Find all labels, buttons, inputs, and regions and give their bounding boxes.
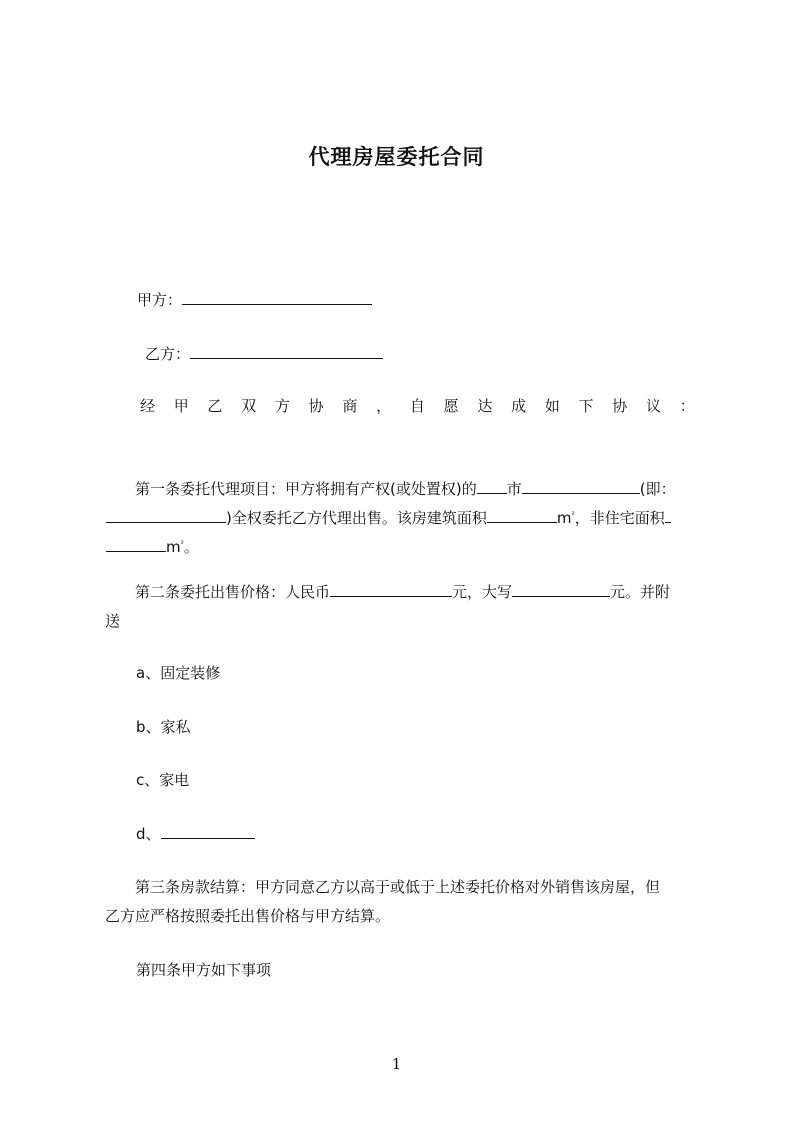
article-1-line-2 [105,504,697,533]
item-a: a、固定装修 [136,664,221,682]
intro-char: 下 [578,397,594,415]
article-1-text-3: ，非住宅面积 [574,509,665,527]
unit-sup: ² [571,510,575,519]
unit-m-2: m [166,538,181,556]
price-blank[interactable] [330,582,452,597]
article-2 [105,578,697,636]
intro-char: 如 [544,397,560,415]
item-d-blank[interactable] [161,824,255,839]
floor-area-blank[interactable] [487,508,557,523]
intro-char: 协 [308,397,324,415]
article-2-text-2: 元，大写 [452,583,513,601]
article-1-text: 第一条委托代理项目：甲方将拥有产权(或处置权)的 [135,480,477,498]
intro-char: ， [376,397,392,415]
article-2-text-3: 元。并附 [610,583,671,601]
nonres-blank-start[interactable] [665,508,671,523]
article-1 [105,475,697,562]
intro-sentence [140,395,695,416]
nonres-area-blank[interactable] [106,537,166,552]
intro-char: 商 [342,397,358,415]
intro-char: 达 [477,397,493,415]
intro-char: 方 [274,397,290,415]
party-a-blank[interactable] [182,290,372,305]
intro-char: ： [679,397,695,415]
article-2-text: 第二条委托出售价格：人民币 [135,583,331,601]
party-b-line [145,340,383,369]
party-b-blank[interactable] [190,344,383,359]
unit-m: m [556,509,572,527]
location-blank[interactable] [522,479,640,494]
article-1-line-3 [105,533,697,562]
city-blank[interactable] [477,479,507,494]
article-3-line-2: 乙方应严格按照委托出售价格与甲方结算。 [105,907,391,925]
address-blank[interactable] [106,508,226,523]
intro-char: 协 [612,397,628,415]
item-b: b、家私 [136,718,191,736]
article-2-line-2: 送 [105,612,121,630]
article-4: 第四条甲方如下事项 [136,961,272,979]
article-2-line-1 [105,578,697,607]
intro-char: 经 [140,397,156,415]
page-number: 1 [391,1055,402,1073]
item-d-label: d、 [136,825,161,843]
article-1-line-1 [105,475,697,504]
intro-char: 甲 [173,397,189,415]
article-1-city: 市 [506,480,522,498]
intro-char: 愿 [443,397,459,415]
intro-char: 成 [511,397,527,415]
item-c: c、家电 [136,771,190,789]
article-1-end: 。 [183,538,199,556]
item-d [136,820,255,849]
intro-char: 自 [409,397,425,415]
price-words-blank[interactable] [512,582,610,597]
article-1-text-2: )全权委托乙方代理出售。该房建筑面积 [226,509,487,527]
article-3 [105,873,697,931]
intro-char: 乙 [207,397,223,415]
intro-char: 双 [241,397,257,415]
intro-char: 议 [646,397,662,415]
party-a-label: 甲方： [137,291,183,309]
page-title: 代理房屋委托合同 [308,145,485,169]
party-b-label: 乙方： [145,345,191,363]
unit-sup-2: ² [180,539,184,548]
party-a-line [137,286,372,315]
article-1-note-open: (即： [639,480,676,498]
article-3-line-1: 第三条房款结算：甲方同意乙方以高于或低于上述委托价格对外销售该房屋，但 [135,878,661,896]
